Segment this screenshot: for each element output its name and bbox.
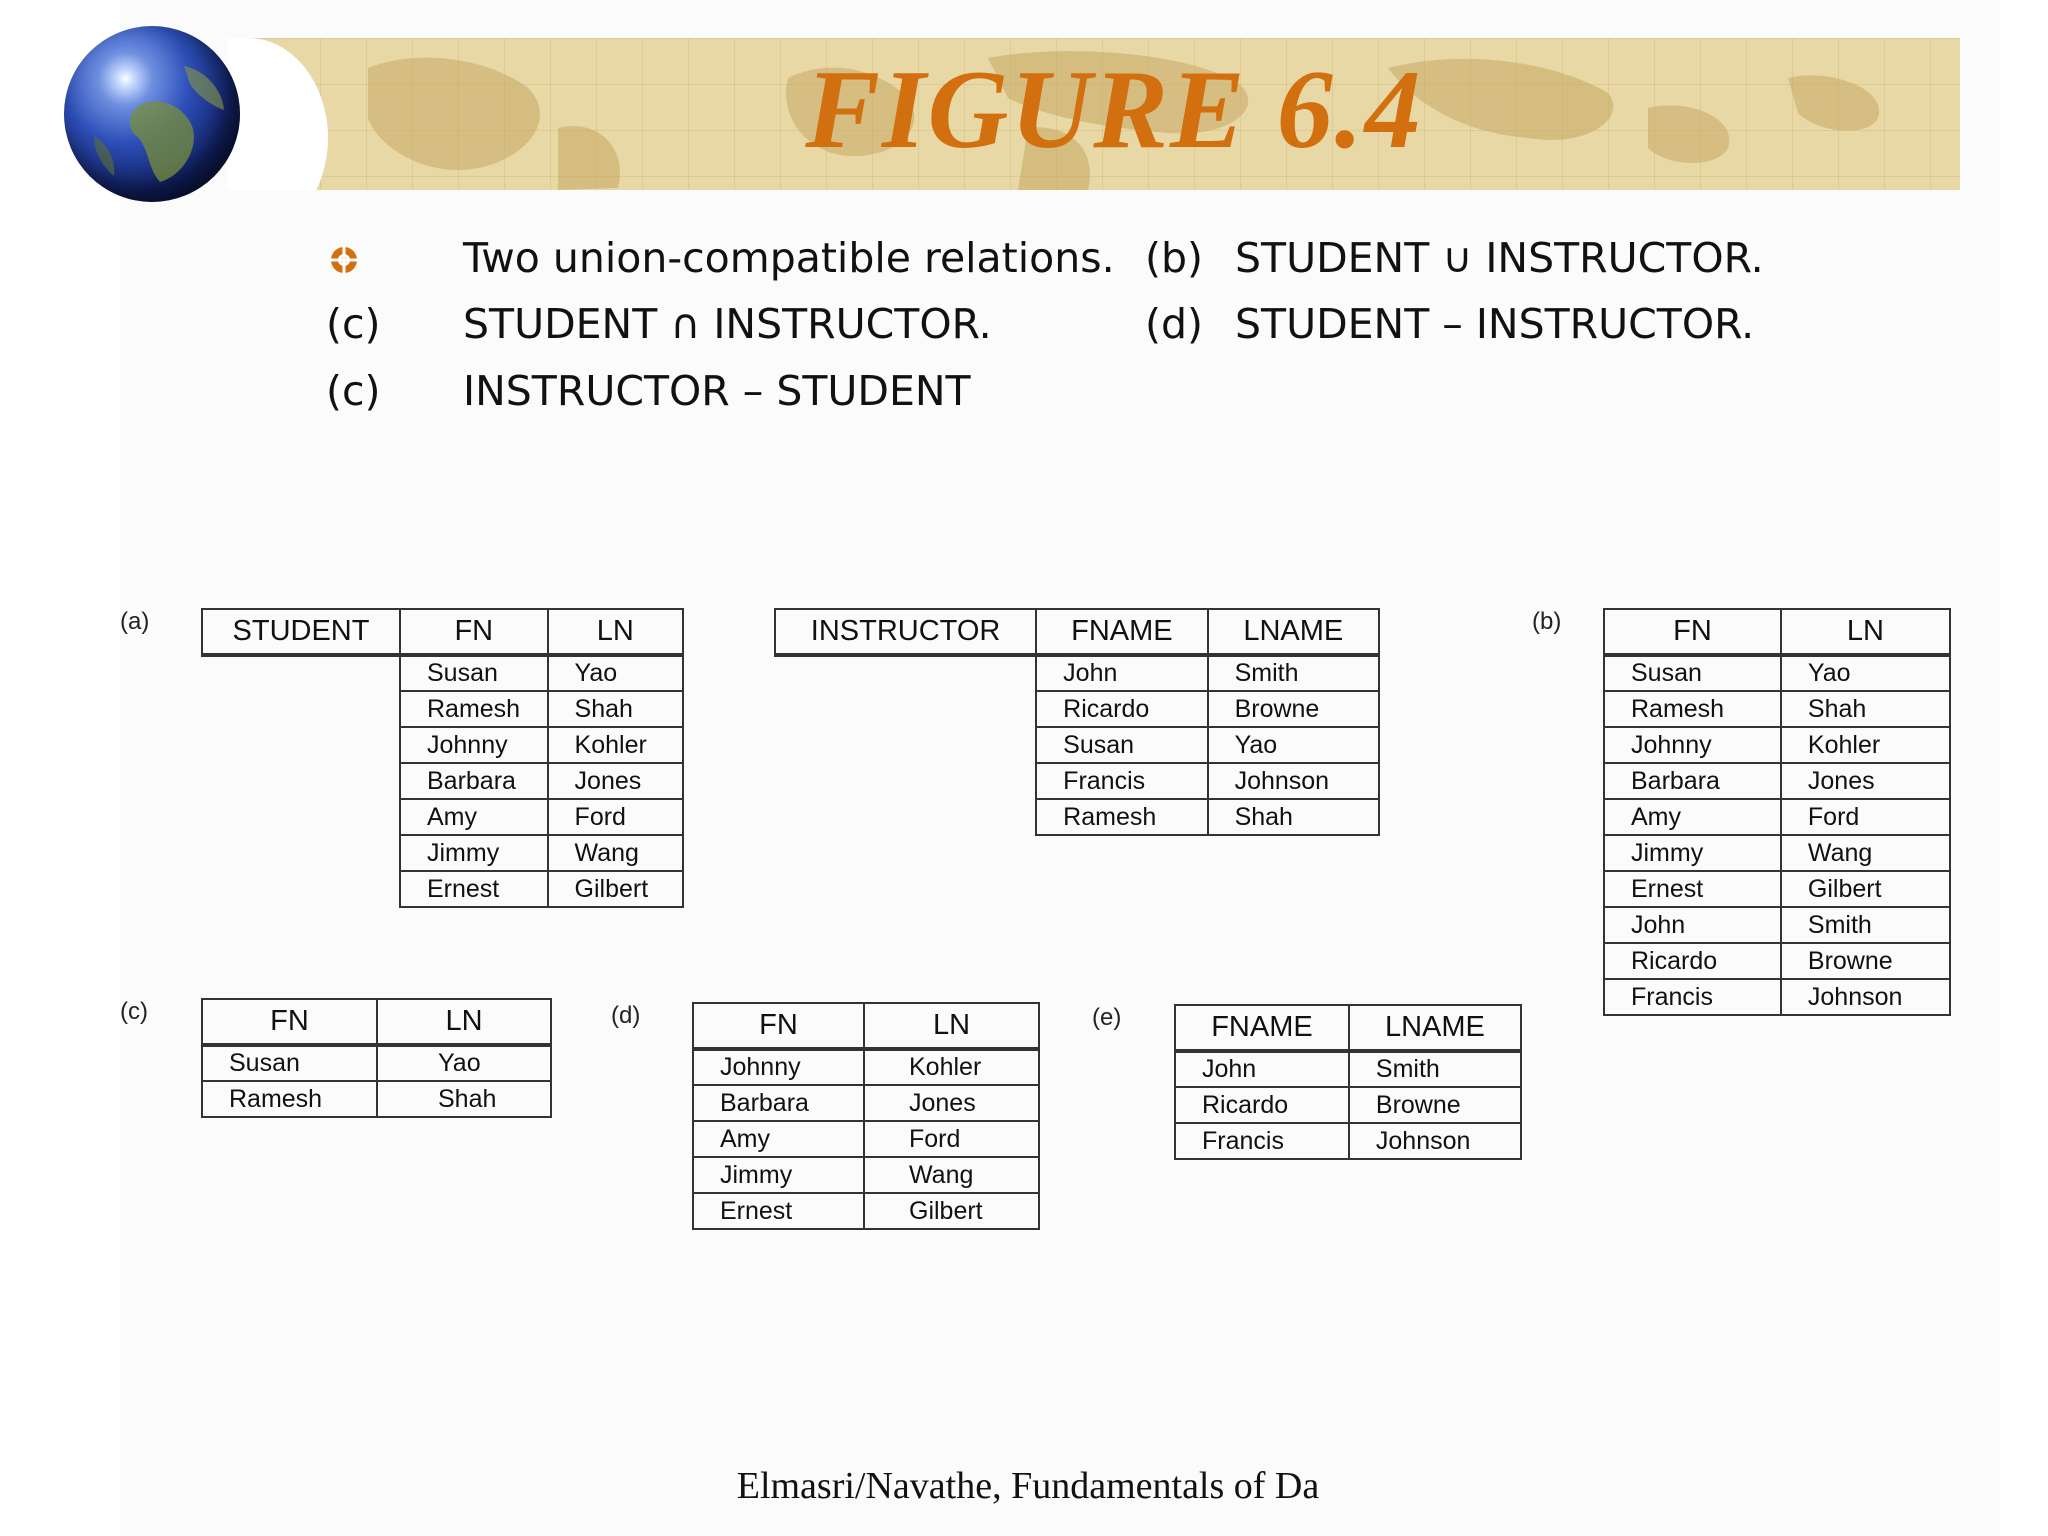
table-cell: Shah xyxy=(1208,799,1379,835)
table-cell: John xyxy=(1036,655,1207,691)
table-cell: Susan xyxy=(1604,655,1781,691)
table-cell: Jones xyxy=(548,763,683,799)
caption-e-text: INSTRUCTOR – STUDENT xyxy=(463,367,971,415)
table-cell: Shah xyxy=(377,1081,551,1117)
table-cell: Kohler xyxy=(1781,727,1950,763)
table-cell: Johnny xyxy=(1604,727,1781,763)
instructor-minus-student-table xyxy=(1174,1004,1522,1160)
table-cell: Yao xyxy=(548,655,683,691)
table-cell: John xyxy=(1175,1051,1349,1087)
table-cell: Francis xyxy=(1036,763,1207,799)
table-cell: Johnny xyxy=(693,1049,864,1085)
table-cell: Wang xyxy=(864,1157,1039,1193)
relation-name: INSTRUCTOR xyxy=(775,609,1036,655)
figure-label-e: (e) xyxy=(1092,1004,1122,1031)
figure-label-d: (d) xyxy=(611,1002,641,1029)
footer-citation: Elmasri/Navathe, Fundamentals of Da xyxy=(736,1465,1320,1507)
relation-name: STUDENT xyxy=(202,609,400,655)
figure-label-c: (c) xyxy=(120,998,148,1025)
crosshair-bullet-icon xyxy=(330,246,358,274)
column-header: LN xyxy=(1781,609,1950,655)
table-cell: Jones xyxy=(1781,763,1950,799)
table-cell: Johnson xyxy=(1781,979,1950,1015)
table-cell: Jimmy xyxy=(400,835,548,871)
table-cell: Jimmy xyxy=(693,1157,864,1193)
table-cell: Kohler xyxy=(864,1049,1039,1085)
caption-d-label: (d) xyxy=(1145,300,1204,348)
figure-label-a: (a) xyxy=(120,608,150,635)
column-header: LN xyxy=(377,999,551,1045)
table-cell: Shah xyxy=(548,691,683,727)
table-cell: Barbara xyxy=(400,763,548,799)
table-cell: Ernest xyxy=(693,1193,864,1229)
table-cell: Kohler xyxy=(548,727,683,763)
column-header: FNAME xyxy=(1175,1005,1349,1051)
table-cell: Francis xyxy=(1175,1123,1349,1159)
table-cell: Ramesh xyxy=(1604,691,1781,727)
table-cell: Browne xyxy=(1349,1087,1521,1123)
table-cell: Ernest xyxy=(400,871,548,907)
table-cell: Ernest xyxy=(1604,871,1781,907)
table-cell: Susan xyxy=(202,1045,377,1081)
column-header: LNAME xyxy=(1208,609,1379,655)
table-cell: Amy xyxy=(400,799,548,835)
caption-b-text: STUDENT ∪ INSTRUCTOR. xyxy=(1235,234,1764,282)
instructor-relation-table xyxy=(774,608,1380,836)
table-cell: Susan xyxy=(1036,727,1207,763)
column-header: LN xyxy=(864,1003,1039,1049)
figure-label-b: (b) xyxy=(1532,608,1562,635)
table-cell: John xyxy=(1604,907,1781,943)
table-cell: Smith xyxy=(1208,655,1379,691)
table-cell: Wang xyxy=(1781,835,1950,871)
caption-b-label: (b) xyxy=(1145,234,1204,282)
caption-e-label: (c) xyxy=(326,367,381,415)
table-cell: Ricardo xyxy=(1175,1087,1349,1123)
column-header: LN xyxy=(548,609,683,655)
table-cell: Amy xyxy=(1604,799,1781,835)
table-cell: Johnny xyxy=(400,727,548,763)
table-cell: Francis xyxy=(1604,979,1781,1015)
student-minus-instructor-table xyxy=(692,1002,1040,1230)
table-cell: Jimmy xyxy=(1604,835,1781,871)
table-cell: Johnson xyxy=(1208,763,1379,799)
column-header: FN xyxy=(693,1003,864,1049)
table-cell: Browne xyxy=(1208,691,1379,727)
table-cell: Gilbert xyxy=(1781,871,1950,907)
column-header: FN xyxy=(1604,609,1781,655)
table-cell: Ramesh xyxy=(202,1081,377,1117)
table-cell: Jones xyxy=(864,1085,1039,1121)
column-header: FNAME xyxy=(1036,609,1207,655)
caption-c-text: STUDENT ∩ INSTRUCTOR. xyxy=(463,300,992,348)
table-cell: Ramesh xyxy=(400,691,548,727)
table-cell: Johnson xyxy=(1349,1123,1521,1159)
table-cell: Ford xyxy=(1781,799,1950,835)
table-cell: Ricardo xyxy=(1604,943,1781,979)
table-cell: Susan xyxy=(400,655,548,691)
table-cell: Yao xyxy=(1208,727,1379,763)
table-cell: Wang xyxy=(548,835,683,871)
table-cell: Ford xyxy=(864,1121,1039,1157)
caption-d-text: STUDENT – INSTRUCTOR. xyxy=(1235,300,1755,348)
caption-c-label: (c) xyxy=(326,300,381,348)
table-cell: Gilbert xyxy=(864,1193,1039,1229)
table-cell: Browne xyxy=(1781,943,1950,979)
table-cell: Gilbert xyxy=(548,871,683,907)
table-cell: Yao xyxy=(377,1045,551,1081)
table-cell: Ford xyxy=(548,799,683,835)
table-cell: Shah xyxy=(1781,691,1950,727)
table-cell: Barbara xyxy=(693,1085,864,1121)
slide-title: FIGURE 6.4 xyxy=(805,48,1423,172)
table-cell: Yao xyxy=(1781,655,1950,691)
table-cell: Ramesh xyxy=(1036,799,1207,835)
table-cell: Barbara xyxy=(1604,763,1781,799)
intersection-result-table xyxy=(201,998,552,1118)
column-header: LNAME xyxy=(1349,1005,1521,1051)
table-cell: Ricardo xyxy=(1036,691,1207,727)
table-cell: Smith xyxy=(1781,907,1950,943)
column-header: FN xyxy=(202,999,377,1045)
table-cell: Smith xyxy=(1349,1051,1521,1087)
caption-line1: Two union-compatible relations. xyxy=(463,234,1115,282)
student-relation-table xyxy=(201,608,684,908)
table-cell: Amy xyxy=(693,1121,864,1157)
union-result-table xyxy=(1603,608,1951,1016)
column-header: FN xyxy=(400,609,548,655)
